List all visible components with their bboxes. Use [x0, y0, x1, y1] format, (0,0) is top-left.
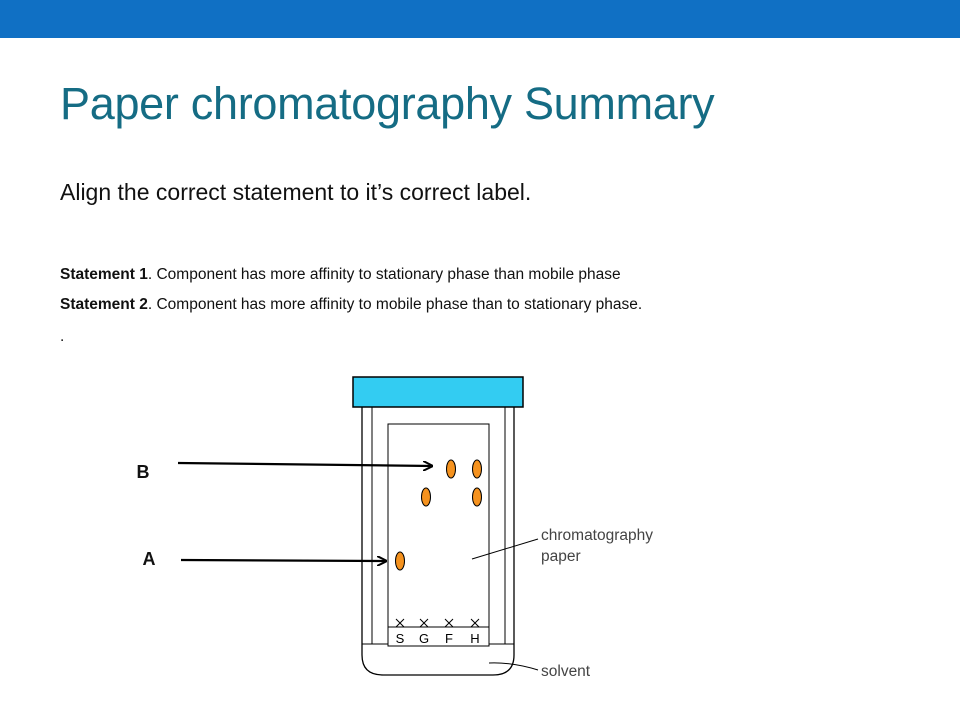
paper-label-line1: chromatography: [541, 527, 654, 544]
spot-s-low: [396, 552, 405, 570]
solvent-leader-line: [489, 663, 538, 670]
lane-label-g: G: [418, 631, 430, 646]
arrow-label-a: A: [142, 549, 156, 569]
spot-h-mid: [473, 488, 482, 506]
spot-g-mid: [422, 488, 431, 506]
jar-lid: [353, 377, 523, 407]
spot-h-top: [473, 460, 482, 478]
lane-label-f: F: [445, 631, 453, 646]
chromatography-paper: [388, 424, 489, 646]
statement-2-label: Statement 2: [60, 296, 148, 313]
solvent-label: solvent: [541, 663, 591, 680]
lane-label-s: S: [395, 631, 405, 646]
statement-1-text: . Component has more affinity to stationary phase than mobile phase: [147, 266, 621, 283]
paper-label-line2: paper: [541, 548, 581, 565]
lane-label-h: H: [470, 631, 480, 646]
statement-1-label: Statement 1: [60, 266, 148, 283]
spot-g-top: [447, 460, 456, 478]
trailing-dot: .: [60, 328, 65, 345]
arrow-label-b: B: [136, 462, 150, 482]
slide-title: Paper chromatography Summary: [60, 78, 715, 129]
arrow-a: [181, 560, 386, 561]
statement-2-text: . Component has more affinity to mobile phase than to stationary phase.: [147, 296, 643, 313]
instruction-text: Align the correct statement to it’s correct label.: [60, 179, 532, 205]
